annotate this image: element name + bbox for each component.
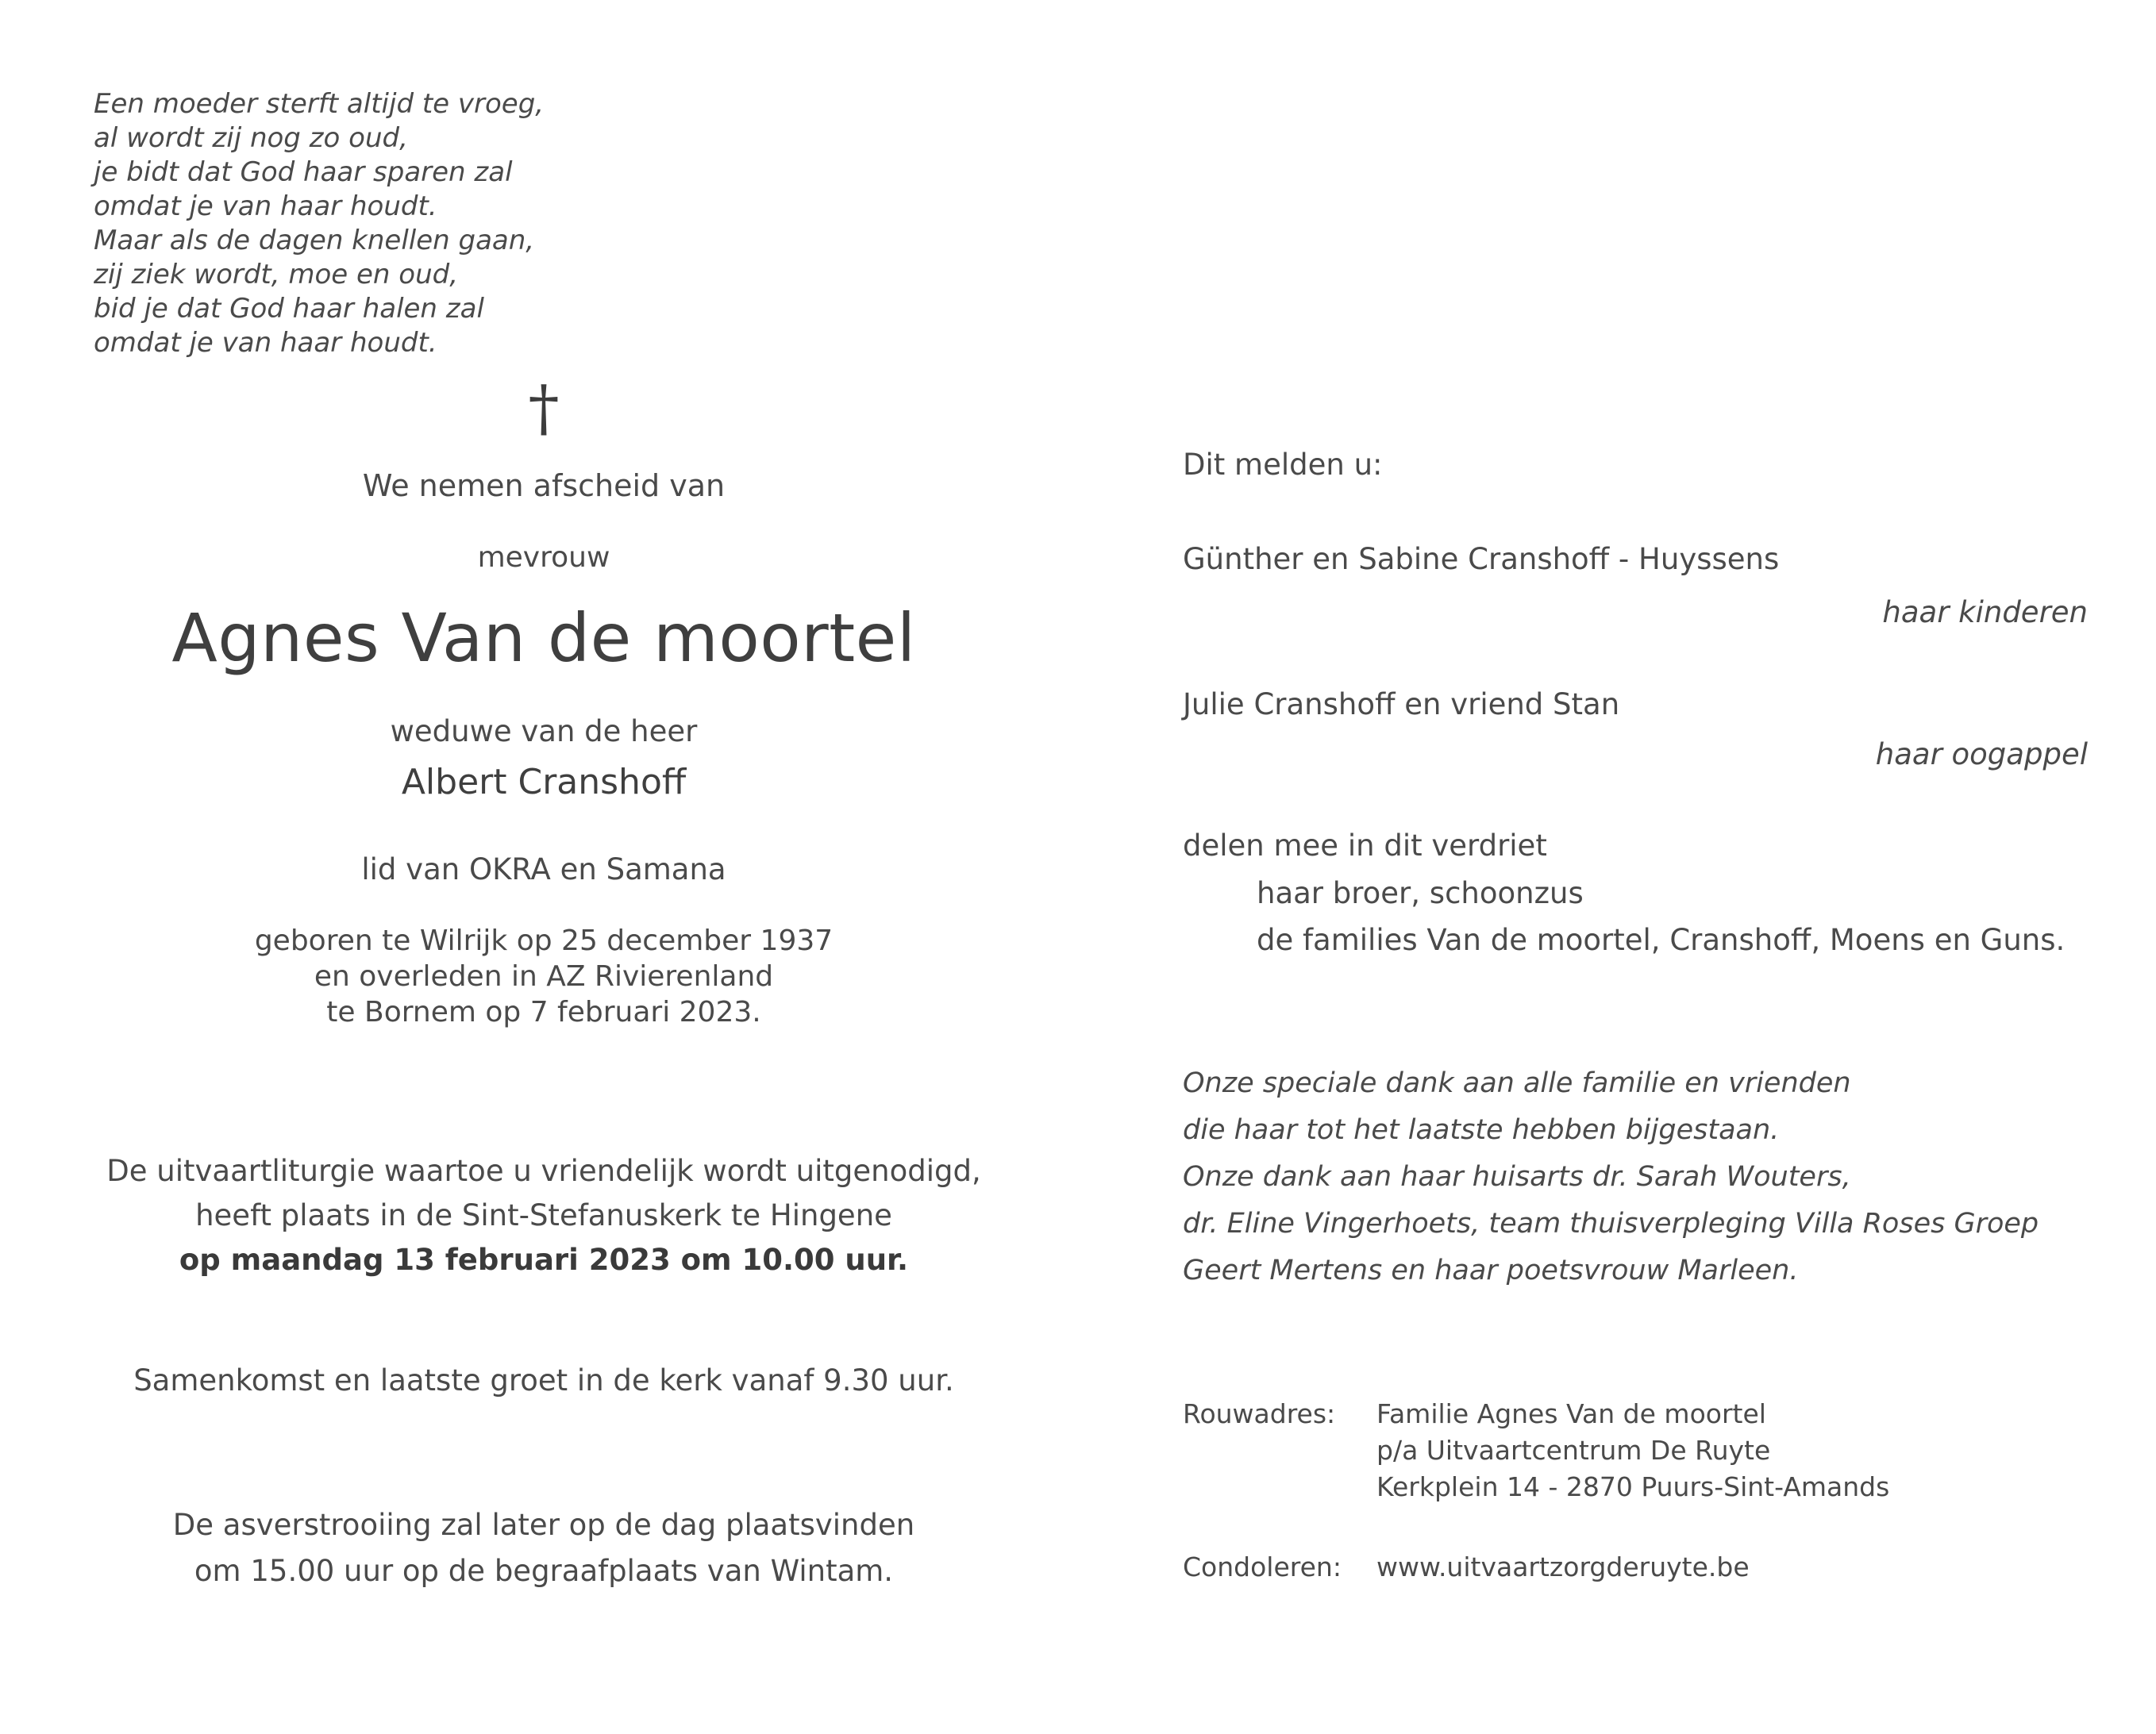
cross-icon: † xyxy=(528,373,560,444)
thanks-line: dr. Eline Vingerhoets, team thuisverpleging Villa Roses Groep xyxy=(1183,1208,2039,1240)
condolence-label: Condoleren: xyxy=(1183,1551,1342,1582)
poem-line: al wordt zij nog zo oud, xyxy=(94,122,408,154)
share-line: haar broer, schoonzus xyxy=(1257,876,1584,910)
poem-line: omdat je van haar houdt. xyxy=(94,327,437,359)
thanks-line: Geert Mertens en haar poetsvrouw Marleen. xyxy=(1183,1255,1799,1286)
poem-line: Maar als de dagen knellen gaan, xyxy=(94,225,535,256)
address-line: Kerkplein 14 - 2870 Puurs-Sint-Amands xyxy=(1376,1471,1890,1502)
liturgy-line: De uitvaartliturgie waartoe u vriendelijk wordt uitgenodigd, xyxy=(106,1154,981,1188)
honorific: mevrouw xyxy=(477,541,610,574)
widow-label: weduwe van de heer xyxy=(390,714,698,748)
liturgy-line: heeft plaats in de Sint-Stefanuskerk te Hingene xyxy=(195,1198,892,1232)
birth-death-line: geboren te Wilrijk op 25 december 1937 xyxy=(254,925,834,957)
condolence xyxy=(1183,1549,1750,1586)
right-panel xyxy=(1183,0,2088,1734)
address-value xyxy=(1376,1396,1889,1505)
grandchild-names: Julie Cranshoff en vriend Stan xyxy=(1183,687,1620,721)
family-intro: Dit melden u: xyxy=(1183,448,1383,482)
poem xyxy=(94,87,808,360)
farewell-intro: We nemen afscheid van xyxy=(362,468,726,503)
deceased-name: Agnes Van de moortel xyxy=(171,599,916,677)
poem-line: omdat je van haar houdt. xyxy=(94,190,437,222)
thanks-line: Onze dank aan haar huisarts dr. Sarah Wouters, xyxy=(1183,1161,1851,1193)
share-line: de families Van de moortel, Cranshoff, Moens en Guns. xyxy=(1257,923,2066,957)
poem-line: zij ziek wordt, moe en oud, xyxy=(94,259,459,290)
address-line: Familie Agnes Van de moortel xyxy=(1376,1398,1766,1429)
thanks-line: die haar tot het laatste hebben bijgestaan. xyxy=(1183,1114,1780,1146)
birth-death-line: te Bornem op 7 februari 2023. xyxy=(326,996,761,1028)
children-names: Günther en Sabine Cranshoff - Huyssens xyxy=(1183,542,1780,576)
condolence-link[interactable]: www.uitvaartzorgderuyte.be xyxy=(1376,1551,1750,1582)
grandchild-role: haar oogappel xyxy=(1875,737,2088,771)
thanks-message xyxy=(1183,1060,2039,1294)
share-intro: delen mee in dit verdriet xyxy=(1183,829,1547,863)
scatter-line: om 15.00 uur op de begraafplaats van Wintam. xyxy=(194,1554,894,1588)
poem-line: bid je dat God haar halen zal xyxy=(94,293,484,325)
husband-name: Albert Cranshoff xyxy=(401,762,687,802)
children-role: haar kinderen xyxy=(1882,595,2088,629)
poem-line: Een moeder sterft altijd te vroeg, xyxy=(94,88,545,120)
funeral-date: op maandag 13 februari 2023 om 10.00 uur. xyxy=(179,1243,909,1277)
address-line: p/a Uitvaartcentrum De Ruyte xyxy=(1376,1435,1771,1466)
address-label: Rouwadres: xyxy=(1183,1398,1336,1429)
birth-death-details xyxy=(64,923,1024,1030)
ash-scattering-info xyxy=(64,1502,1024,1594)
scatter-line: De asverstrooiing zal later op de dag plaatsvinden xyxy=(172,1508,915,1542)
poem-line: je bidt dat God haar sparen zal xyxy=(94,156,513,188)
thanks-line: Onze speciale dank aan alle familie en vrienden xyxy=(1183,1067,1851,1099)
funeral-liturgy xyxy=(64,1149,1024,1282)
birth-death-line: en overleden in AZ Rivierenland xyxy=(314,960,774,993)
mourning-address xyxy=(1183,1396,1889,1505)
membership: lid van OKRA en Samana xyxy=(361,852,726,886)
gathering-info: Samenkomst en laatste groet in de kerk vanaf 9.30 uur. xyxy=(133,1363,954,1398)
